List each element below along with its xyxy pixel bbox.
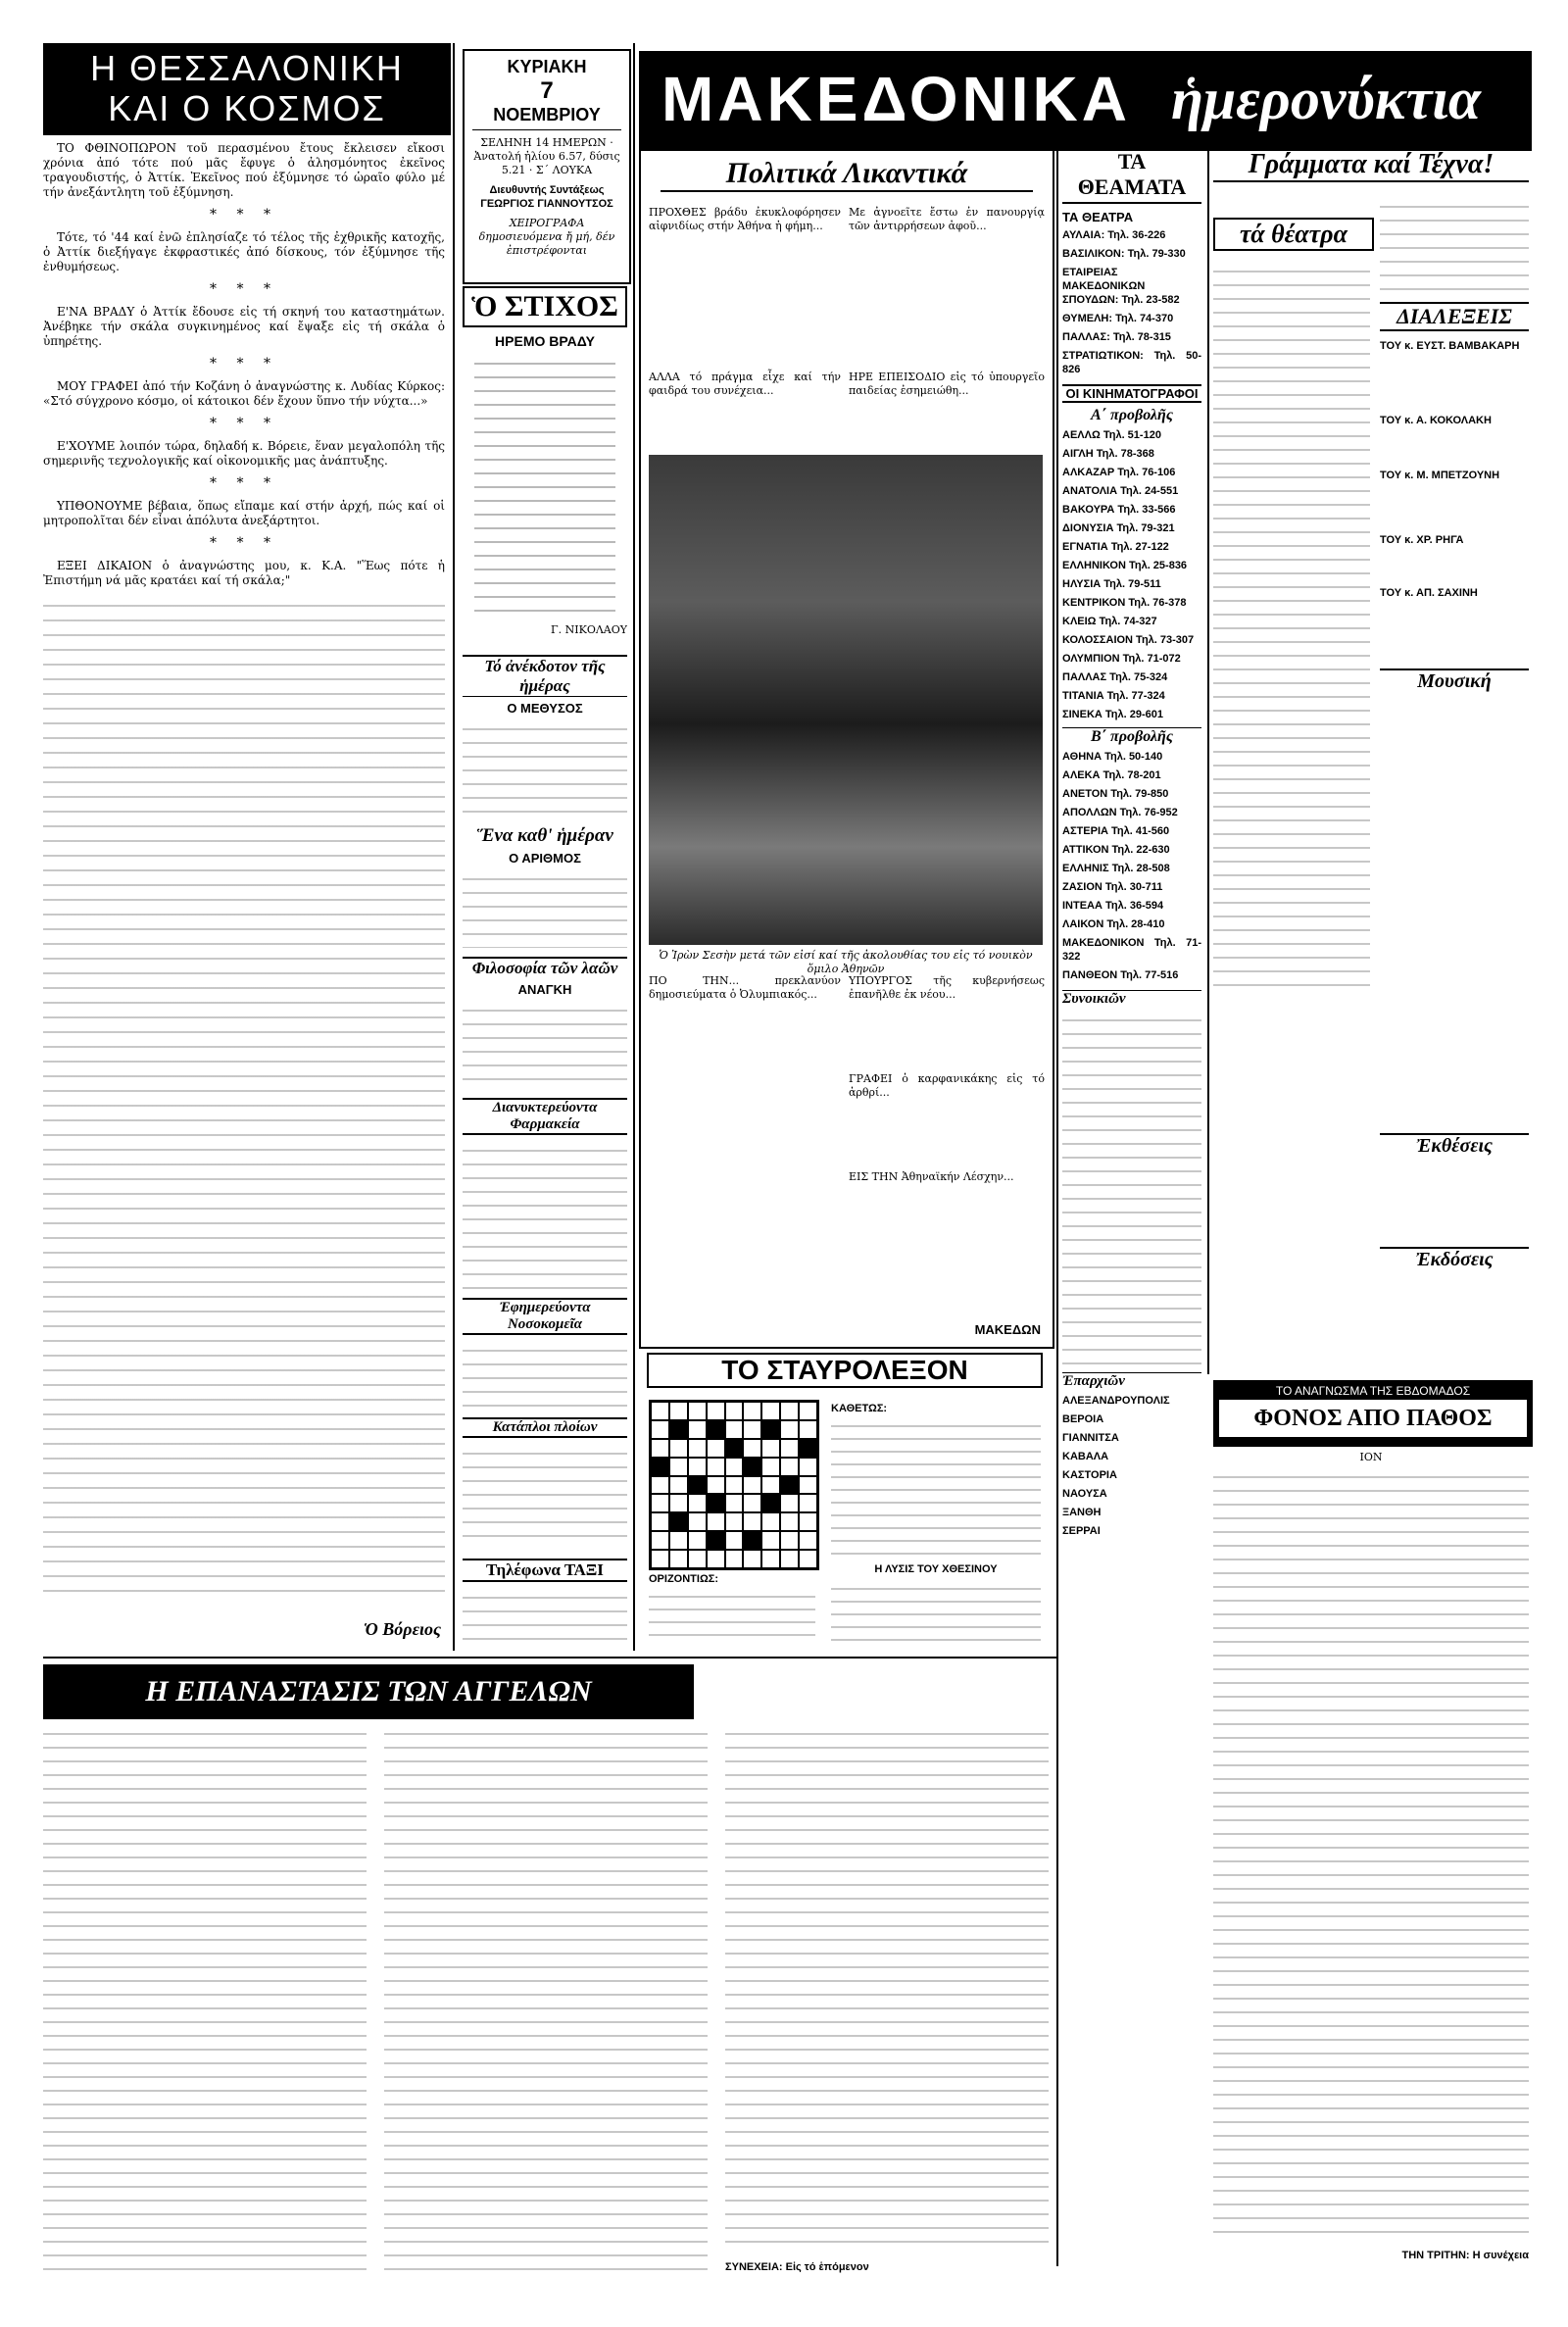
cinema-item: ΒΑΚΟΥΡΑ Τηλ. 33-566 — [1062, 504, 1176, 516]
manuscripts-note: ΧΕΙΡΟΓΡΑΦΑ δημοσιευόμενα ἤ μή, δέν ἐπιστρέφονται — [478, 217, 615, 257]
taxi-section — [463, 1559, 627, 1653]
crossword-across-label: ΟΡΙΖΟΝΤΙΩΣ: — [649, 1573, 719, 1585]
letters-heading: Γράμματα καί Τέχνα! — [1213, 149, 1529, 182]
politics-photo — [649, 455, 1043, 945]
province-item: ΒΕΡΟΙΑ — [1062, 1413, 1104, 1425]
crossword-solution-label: Η ΛΥΣΙΣ ΤΟΥ ΧΘΕΣΙΝΟΥ — [874, 1563, 998, 1575]
weekly-reading-title: ΦΟΝΟΣ ΑΠΟ ΠΑΘΟΣ — [1219, 1400, 1527, 1437]
cinema-item: ΠΑΛΛΑΣ Τηλ. 75-324 — [1062, 671, 1168, 683]
lecture-item: ΤΟΥ κ. Α. ΚΟΚΟΛΑΚΗ — [1380, 415, 1492, 426]
taxi-text-lines — [463, 1588, 627, 1647]
column-rule — [453, 43, 455, 1651]
province-item: ΑΛΕΞΑΝΔΡΟΥΠΟΛΙΣ — [1062, 1395, 1170, 1407]
left-signature: Ὁ Βόρειος — [364, 1619, 441, 1639]
ships-text-lines — [463, 1444, 627, 1542]
cinema-item: ΑΤΤΙΚΟΝ Τηλ. 22-630 — [1062, 844, 1170, 856]
left-column-banner — [43, 43, 451, 135]
serial-col-1 — [43, 1725, 367, 2274]
politics-snippet-2: Με ἀγνοεῖτε ἔστω ἐν πανουργίᾳ τῶν ἀντιρρήσεων ἀφοῦ... — [849, 206, 1045, 232]
cinema-item: ΑΝΑΤΟΛΙΑ Τηλ. 24-551 — [1062, 485, 1179, 497]
theatre-item: ΠΑΛΛΑΣ: Τηλ. 78-315 — [1062, 331, 1171, 343]
politics-photo-caption: Ὁ Ἰρὼν Σεσὴν μετά τῶν εἰσί καί τῆς ἀκολουθίας του εἰς τό νουικὸν ὅμιλο Ἀθηνῶν — [659, 949, 1033, 975]
daily-text-lines — [463, 869, 627, 948]
theatre-item: ΘΥΜΕΛΗ: Τηλ. 74-370 — [1062, 313, 1174, 324]
politics-signature: ΜΑΚΕΔΩΝ — [974, 1322, 1041, 1337]
letters-section — [1213, 149, 1529, 1374]
philosophy-heading: Φιλοσοφία τῶν λαῶν — [463, 957, 627, 978]
politics-section — [639, 149, 1054, 1349]
hospitals-text-lines — [463, 1341, 627, 1413]
masthead — [639, 51, 1532, 151]
cinema-item: ΚΛΕΙΩ Τηλ. 74-327 — [1062, 616, 1157, 627]
cinema-item: ΠΑΝΘΕΟΝ Τηλ. 77-516 — [1062, 969, 1179, 981]
crossword-heading: ΤΟ ΣΤΑΥΡΟΛΕΞΟΝ — [647, 1353, 1043, 1388]
cinema-item: ΙΝΤΕΑΑ Τηλ. 36-594 — [1062, 900, 1164, 912]
date-number: 7 — [540, 77, 554, 104]
cinema-item: ΑΘΗΝΑ Τηλ. 50-140 — [1062, 751, 1163, 763]
province-item: ΚΑΣΤΟΡΙΑ — [1062, 1469, 1117, 1481]
separator: * * * — [210, 356, 278, 371]
second-run-label: Β΄ προβολῆς — [1062, 727, 1201, 746]
first-run-label: Α΄ προβολῆς — [1091, 407, 1173, 423]
body-text-lines — [43, 596, 445, 1592]
paragraph-7: ΕΞΕΙ ΔΙΚΑΙΟΝ ὁ ἀναγνώστης μου, κ. Κ.Α. "Ἕως πότε ἡ Ἐπιστήμη νά μᾶς κρατάει καί τή σκάλα;" — [43, 559, 445, 587]
letters-right-lines — [1380, 198, 1529, 296]
lecture-item: ΤΟΥ κ. Μ. ΜΠΕΤΖΟΥΝΗ — [1380, 470, 1500, 481]
crossword-grid — [649, 1400, 819, 1570]
weekly-reading-banner — [1213, 1380, 1533, 1447]
theatre-item: ΒΑΣΙΛΙΚΟΝ: Τηλ. 79-330 — [1062, 248, 1186, 260]
banner-line-1: Η ΘΕΣΣΑΛΟΝΙΚΗ — [90, 48, 404, 88]
pharmacies-text-lines — [463, 1141, 627, 1294]
suburbs-lines — [1062, 1012, 1201, 1364]
weekly-reading-lines — [1213, 1468, 1529, 2243]
daily-section — [463, 825, 627, 953]
cinemas-label: ΟΙ ΚΙΝΗΜΑΤΟΓΡΑΦΟΙ — [1062, 384, 1201, 403]
province-item: ΝΑΟΥΣΑ — [1062, 1488, 1107, 1500]
poem-author: Γ. ΝΙΚΟΛΑΟΥ — [551, 623, 627, 636]
theatre-label: ΤΑ ΘΕΑΤΡΑ — [1062, 210, 1134, 224]
poem-heading: Ὁ ΣΤΙΧΟΣ — [463, 286, 627, 327]
serial-col-2 — [384, 1725, 708, 2274]
cinema-item: ΑΝΕΤΟΝ Τηλ. 79-850 — [1062, 788, 1169, 800]
cinema-item: ΑΛΚΑΖΑΡ Τηλ. 76-106 — [1062, 467, 1176, 478]
anecdote-section — [463, 655, 627, 821]
cinema-item: ΑΙΓΛΗ Τηλ. 78-368 — [1062, 448, 1154, 460]
politics-snippet-3: ΑΛΛΑ τό πράγμα εἶχε καί τήν φαιδρά του συνέχεια... — [649, 371, 841, 397]
cinema-item: ΕΓΝΑΤΙΑ Τηλ. 27-122 — [1062, 541, 1169, 553]
poem-lines — [474, 355, 615, 619]
letters-theatre-lines — [1213, 263, 1370, 998]
theatre-item: ΣΤΡΑΤΙΩΤΙΚΟΝ: Τηλ. 50-826 — [1062, 350, 1201, 375]
province-item: ΞΑΝΘΗ — [1062, 1507, 1102, 1518]
paragraph-4: ΜΟΥ ΓΡΑΦΕΙ ἀπό τήν Κοζάνη ὁ ἀναγνώστης κ. Λυδίας Κύρκος: «Στό σύγχρονο κόσμο, οἱ κάτοικοι δέν ἔχουν ὕπνο τήν νύχτα...» — [43, 379, 445, 408]
theatre-item: ΕΤΑΙΡΕΙΑΣ ΜΑΚΕΔΟΝΙΚΩΝ ΣΠΟΥΔΩΝ: Τηλ. 23-582 — [1062, 267, 1180, 306]
province-item: ΓΙΑΝΝΙΤΣΑ — [1062, 1432, 1119, 1444]
cinema-item: ΑΛΕΚΑ Τηλ. 78-201 — [1062, 769, 1161, 781]
cinema-item: ΑΣΤΕΡΙΑ Τηλ. 41-560 — [1062, 825, 1170, 837]
poem-section — [463, 286, 627, 649]
philosophy-subtitle: ΑΝΑΓΚΗ — [517, 982, 572, 997]
cinema-item: ΑΠΟΛΛΩΝ Τηλ. 76-952 — [1062, 807, 1178, 818]
province-item: ΚΑΒΑΛΑ — [1062, 1451, 1109, 1462]
day: ΚΥΡΙΑΚΗ — [507, 57, 587, 76]
anecdote-heading: Τό ἀνέκδοτον τῆς ἡμέρας — [463, 655, 627, 697]
anecdote-text-lines — [463, 719, 627, 821]
politics-snippet-4: ΗΡΕ ΕΠΕΙΣΟΔΙΟ εἰς τό ὑπουργεῖο παιδείας ἐσημειώθη... — [849, 371, 1045, 397]
crossword-section — [639, 1353, 1051, 1647]
separator: * * * — [210, 207, 278, 223]
lectures-label: ΔΙΑΛΕΞΕΙΣ — [1380, 302, 1529, 331]
hospitals-section — [463, 1298, 627, 1413]
section-rule — [43, 1657, 1056, 1659]
cinema-item: ΜΑΚΕΔΟΝΙΚΟΝ Τηλ. 71-322 — [1062, 937, 1201, 963]
letters-theatre-sub: τά θέατρα — [1213, 218, 1374, 251]
music-label: Μουσική — [1380, 668, 1529, 693]
lecture-item: ΤΟΥ κ. ΕΥΣΤ. ΒΑΜΒΑΚΑΡΗ — [1380, 340, 1520, 352]
editions-label: Ἐκδόσεις — [1380, 1247, 1529, 1271]
separator: * * * — [210, 281, 278, 297]
province-item: ΣΕΡΡΑΙ — [1062, 1525, 1101, 1537]
anecdote-subtitle: Ο ΜΕΘΥΣΟΣ — [507, 701, 583, 716]
separator: * * * — [210, 475, 278, 491]
paragraph-3: Ε'ΝΑ ΒΡΑΔΥ ὁ Ἀττίκ ἔδουσε εἰς τή σκηνή του καταστημάτων. Ἀνέβηκε τήν σκάλα συγκινημένος καί ἔψαξε εἰς τή σκάλα ὁ ὑπηρέτης. — [43, 305, 445, 348]
politics-snippet-7: ΓΡΑΦΕΙ ὁ καρφανικάκης εἰς τό ἀρθρί... — [849, 1072, 1045, 1099]
serial-heading: Η ΕΠΑΝΑΣΤΑΣΙΣ ΤΩΝ ΑΓΓΕΛΩΝ — [145, 1675, 592, 1708]
paragraph-1: ΤΟ ΦΘΙΝΟΠΩΡΟΝ τοῦ περασμένου ἔτους ἔκλεισεν εἴκοσι χρόνια ἀπό τότε πού μᾶς ἔφυγε ὁ ἀλησμόνητος ἐκεῖνος τραγουδιστής, ὁ Ἀττίκ. Ἐκεῖνος πού ἐξύμνησε τό ὡραῖο φύλο μέ τήν ἀνεξάντλητη τοῦ ἐξύμνηση. — [43, 141, 445, 199]
hospitals-heading: Ἐφημερεύοντα Νοσοκομεῖα — [463, 1298, 627, 1335]
lecture-item: ΤΟΥ κ. ΧΡ. ΡΗΓΑ — [1380, 534, 1464, 546]
cinema-item: ΟΛΥΜΠΙΟΝ Τηλ. 71-072 — [1062, 653, 1181, 665]
suburbs-label: Συνοικιῶν — [1062, 990, 1201, 1008]
column-rule — [1207, 149, 1209, 1374]
cinema-item: ΚΟΛΟΣΣΑΙΟΝ Τηλ. 73-307 — [1062, 634, 1195, 646]
serial-body — [43, 1725, 1053, 2284]
serial-col-3 — [725, 1725, 1049, 2254]
serial-continued: ΣΥΝΕΧΕΙΑ: Εἰς τό ἑπόμενον — [725, 2261, 869, 2273]
almanac: ΣΕΛΗΝΗ 14 ΗΜΕΡΩΝ · Ἀνατολή ἡλίου 6.57, δύσις 5.21 · Σ΄ ΛΟΥΚΑ — [473, 136, 620, 176]
cinema-item: ΚΕΝΤΡΙΚΟΝ Τηλ. 76-378 — [1062, 597, 1187, 609]
philosophy-section — [463, 957, 627, 1094]
left-column-article — [43, 141, 445, 1592]
politics-snippet-6: ΥΠΟΥΡΓΟΣ τῆς κυβερνήσεως ἐπανῆλθε ἐκ νέου... — [849, 974, 1045, 1001]
weekly-reading-continues: ΤΗΝ ΤΡΙΤΗΝ: Η συνέχεια — [1401, 2250, 1529, 2261]
poem-subtitle: ΗΡΕΜΟ ΒΡΑΔΥ — [495, 333, 595, 349]
paragraph-5: Ε'ΧΟΥΜΕ λοιπόν τώρα, δηλαδή κ. Βόρειε, ἕναν μεγαλοπόλη τῆς σημερινῆς τεχνολογικῆς καί οἰκονομικῆς μας ἀνάπτυξης. — [43, 439, 445, 468]
separator: * * * — [210, 535, 278, 551]
theatres-section — [1062, 149, 1201, 2276]
theatres-heading: ΤΑ ΘΕΑΜΑΤΑ — [1062, 149, 1201, 204]
cinema-item: ΑΕΛΛΩ Τηλ. 51-120 — [1062, 429, 1161, 441]
cinema-item: ΔΙΟΝΥΣΙΑ Τηλ. 79-321 — [1062, 522, 1175, 534]
lecture-item: ΤΟΥ κ. ΑΠ. ΣΑΧΙΝΗ — [1380, 587, 1478, 599]
politics-heading: Πολιτικά Λικαντικά — [661, 157, 1033, 192]
serial-banner — [43, 1664, 694, 1719]
cinema-item: ΕΛΛΗΝΙΣ Τηλ. 28-508 — [1062, 863, 1170, 874]
masthead-title-left: ΜΑΚΕΔΟΝΙΚΑ — [662, 64, 1131, 134]
philosophy-text-lines — [463, 1001, 627, 1083]
politics-snippet-5: ΠΟ ΤΗΝ... πρεκλανύον δημοσιεύματα ὁ Ὀλυμπιακός... — [649, 974, 841, 1001]
exhibitions-label: Ἐκθέσεις — [1380, 1133, 1529, 1158]
daily-subtitle: Ο ΑΡΙΘΜΟΣ — [509, 851, 581, 866]
masthead-title-right: ἡμερονύκτια — [1171, 67, 1482, 131]
crossword-down-label: ΚΑΘΕΤΩΣ: — [831, 1403, 888, 1414]
cinema-item: ΗΛΥΣΙΑ Τηλ. 79-511 — [1062, 578, 1161, 590]
editor: Διευθυντής Συντάξεως ΓΕΩΡΓΙΟΣ ΓΙΑΝΝΟΥΤΣΟΣ — [480, 184, 613, 210]
daily-heading: Ἕνα καθ' ἡμέραν — [476, 825, 613, 846]
column-rule — [1056, 149, 1058, 2266]
cinema-item: ΛΑΙΚΟΝ Τηλ. 28-410 — [1062, 918, 1165, 930]
crossword-down-lines — [831, 1417, 1041, 1555]
ships-section — [463, 1417, 627, 1555]
provinces-label: Ἐπαρχιῶν — [1062, 1372, 1201, 1390]
crossword-solution-lines — [831, 1580, 1041, 1643]
cinema-item: ΖΑΣΙΟΝ Τηλ. 30-711 — [1062, 881, 1163, 893]
cinema-item: ΣΙΝΕΚΑ Τηλ. 29-601 — [1062, 709, 1163, 720]
column-rule — [633, 43, 635, 1651]
politics-snippet-8: ΕΙΣ ΤΗΝ Ἀθηναϊκήν Λέσχην... — [849, 1170, 1014, 1183]
cinema-item: ΤΙΤΑΝΙΑ Τηλ. 77-324 — [1062, 690, 1165, 702]
weekly-reading-chapter: ΙΟΝ — [1359, 1451, 1383, 1463]
weekly-reading-body — [1213, 1447, 1529, 2276]
ships-heading: Κατάπλοι πλοίων — [463, 1417, 627, 1438]
crossword-across-lines — [649, 1588, 815, 1643]
date-box — [463, 49, 631, 284]
politics-snippet-1: ΠΡΟΧΘΕΣ βράδυ ἐκυκλοφόρησεν αἰφνιδίως στήν Ἀθήνα ἡ φήμη... — [649, 206, 841, 232]
theatre-item: ΑΥΛΑΙΑ: Τηλ. 36-226 — [1062, 229, 1166, 241]
pharmacies-heading: Διανυκτερεύοντα Φαρμακεία — [463, 1098, 627, 1135]
paragraph-6: ΥΠΘΟΝΟΥΜΕ βέβαια, ὅπως εἴπαμε καί στήν ἀρχή, πώς καί οἱ μητροπολῖται δέν εἶναι ἀπόλυτα ἀνεξάρτητοι. — [43, 499, 445, 527]
banner-line-2: ΚΑΙ Ο ΚΟΣΜΟΣ — [108, 88, 386, 128]
weekly-reading-label: ΤΟ ΑΝΑΓΝΩΣΜΑ ΤΗΣ ΕΒΔΟΜΑΔΟΣ — [1275, 1384, 1471, 1398]
pharmacies-section — [463, 1098, 627, 1294]
taxi-heading: Τηλέφωνα ΤΑΞΙ — [463, 1559, 627, 1582]
separator: * * * — [210, 416, 278, 431]
paragraph-2: Τότε, τό '44 καί ἐνῶ ἐπλησίαζε τό τέλος τῆς ἐχθρικῆς κατοχῆς, ὁ Ἀττίκ διεξήγαγε ἐκφραστικές ἀπό δίσκους, τόν ἐξύμνησε τῆς ἐνθυμήσεως. — [43, 230, 445, 273]
month: ΝΟΕΜΒΡΙΟΥ — [472, 105, 621, 130]
cinema-item: ΕΛΛΗΝΙΚΟΝ Τηλ. 25-836 — [1062, 560, 1188, 571]
